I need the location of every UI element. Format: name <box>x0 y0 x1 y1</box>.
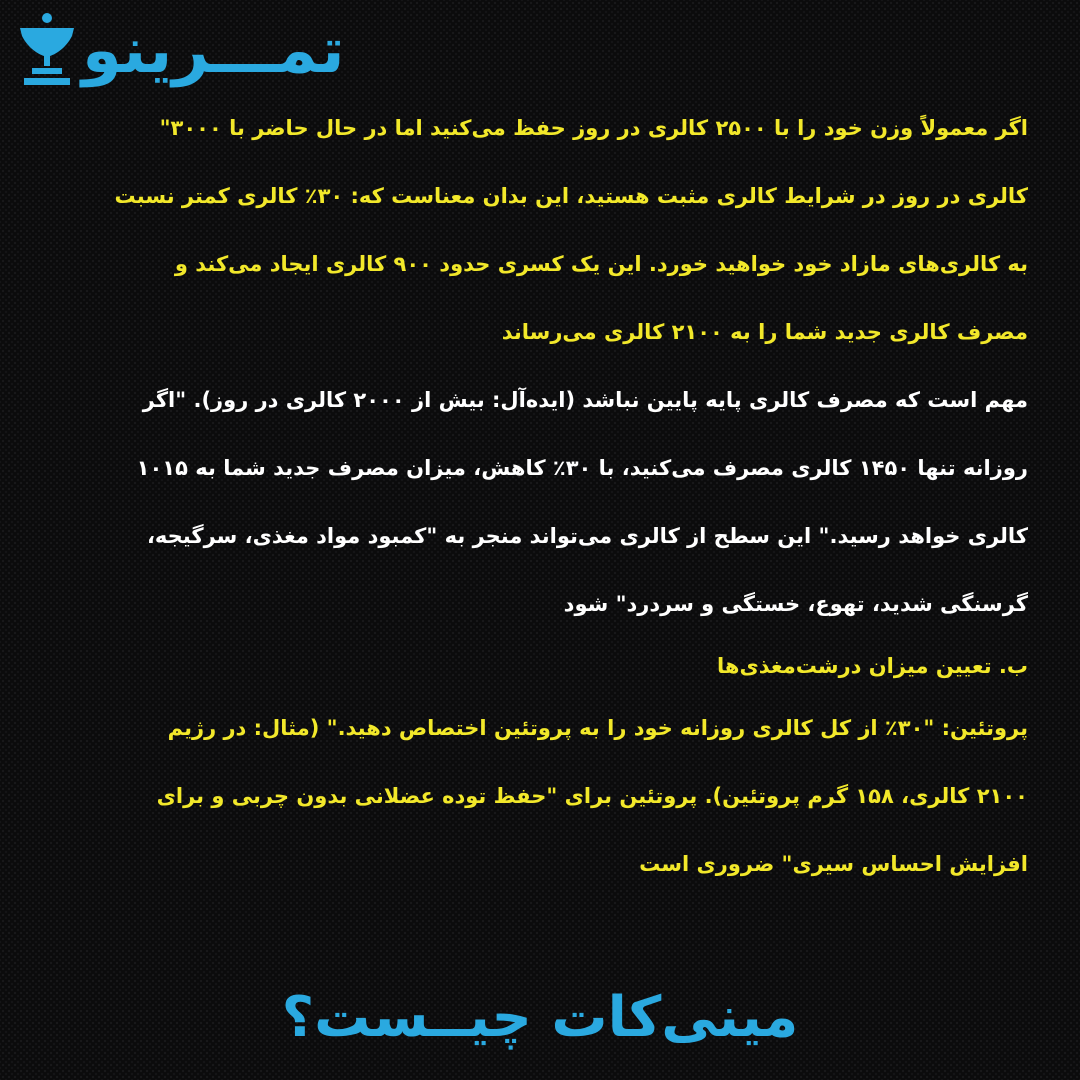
paragraph-3 <box>60 694 1028 898</box>
text-line: روزانه تنها ۱۴۵۰ کالری مصرف می‌کنید، با ۳۰٪ کاهش، میزان مصرف جدید شما به ۱۰۱۵ <box>136 456 1028 480</box>
text-line: گرسنگی شدید، تهوع، خستگی و سردرد" شود <box>563 592 1028 616</box>
brand-name: تمـــرینو <box>82 14 345 88</box>
text-line: کالری خواهد رسید." این سطح از کالری می‌تواند منجر به "کمبود مواد مغذی، سرگیجه، <box>146 524 1028 548</box>
text-line: کالری در روز در شرایط کالری مثبت هستید، این بدان معناست که: ۳۰٪ کالری کمتر نسبت <box>114 184 1028 208</box>
text-line: پروتئین: "۳۰٪ از کل کالری روزانه خود را به پروتئین اختصاص دهید." (مثال: در رژیم <box>167 716 1028 740</box>
text-line: به کالری‌های مازاد خود خواهید خورد. این یک کسری حدود ۹۰۰ کالری ایجاد می‌کند و <box>174 252 1028 276</box>
paragraph-1 <box>60 94 1028 366</box>
paragraph-2 <box>60 366 1028 638</box>
text-line: اگر معمولاً وزن خود را با ۲۵۰۰ کالری در روز حفظ می‌کنید اما در حال حاضر با ۳۰۰۰" <box>159 116 1028 140</box>
text-line: ۲۱۰۰ کالری، ۱۵۸ گرم پروتئین). پروتئین برای "حفظ توده عضلانی بدون چربی و برای <box>156 784 1028 808</box>
article-body <box>60 94 1028 898</box>
text-line: مهم است که مصرف کالری پایه پایین نباشد (ایده‌آل: بیش از ۲۰۰۰ کالری در روز). "اگر <box>142 388 1028 412</box>
section-b-heading: ب. تعیین میزان درشت‌مغذی‌ها <box>717 654 1028 678</box>
text-line: افزایش احساس سیری" ضروری است <box>639 852 1028 876</box>
trophy-cup-icon <box>14 10 80 92</box>
footer-tagline: مینی‌کات چیــست؟ <box>281 985 799 1050</box>
brand-logo <box>14 10 345 92</box>
text-line: مصرف کالری جدید شما را به ۲۱۰۰ کالری می‌رساند <box>501 320 1028 344</box>
